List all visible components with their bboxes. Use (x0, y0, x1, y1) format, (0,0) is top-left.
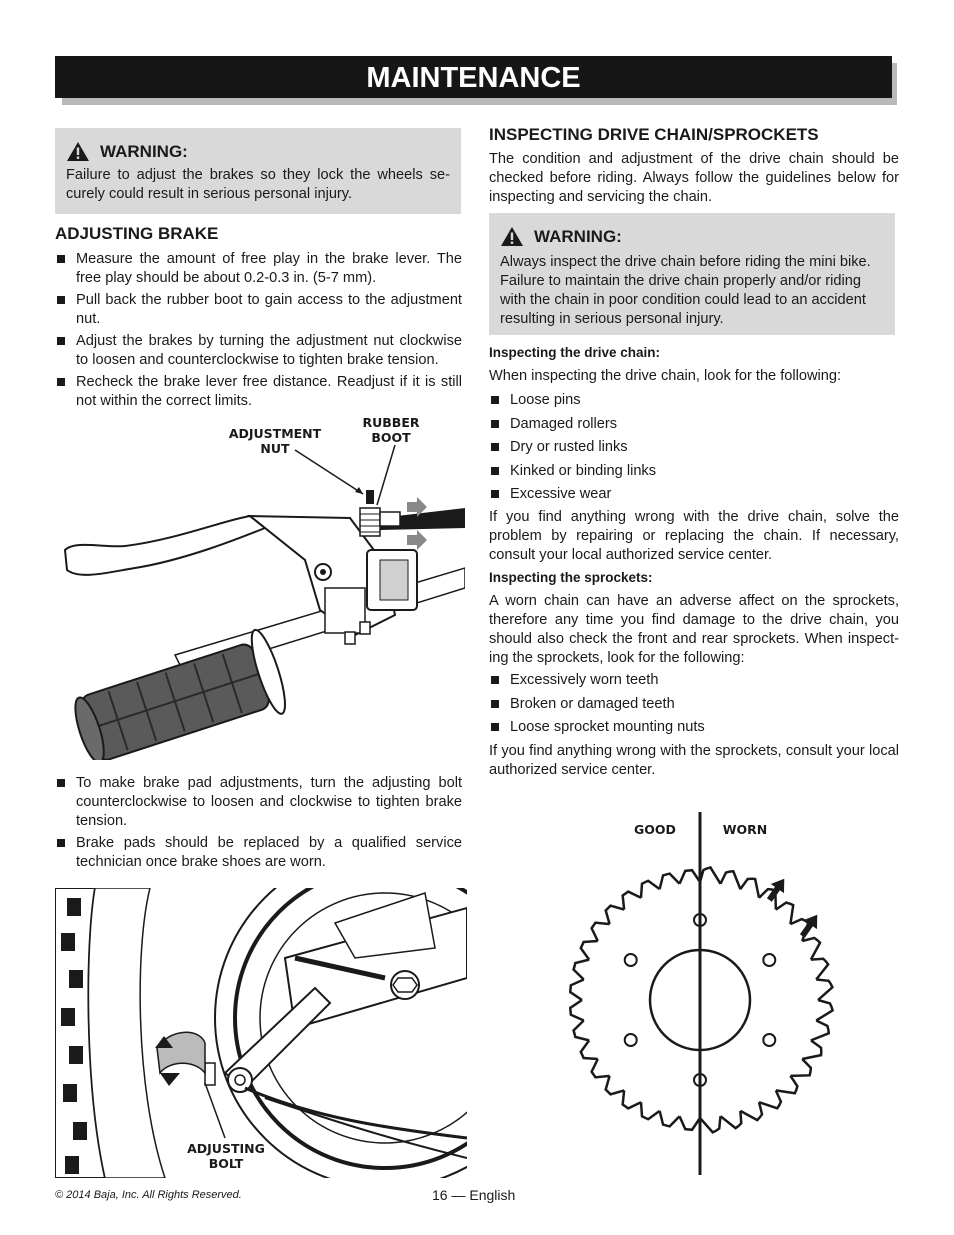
list-item: Loose pins (489, 391, 899, 410)
list-item: Broken or damaged teeth (489, 695, 899, 714)
drive-chain-intro: The condition and adjustment of the drive chain should be checked before riding. Always follow the guidelines below for inspecting and servicing the chain. (489, 151, 899, 205)
drive-chain-heading: INSPECTING DRIVE CHAIN/SPROCKETS (489, 125, 819, 144)
list-item: Excessive wear (489, 485, 899, 504)
brake-warning-box (55, 128, 461, 214)
chain-warning-box (489, 213, 895, 335)
warning-text: Always inspect the drive chain before riding the mini bike. Failure to maintain the drive chain properly and/or riding with the chain in poor condition could lead to an accident resulting in serious personal injury. (500, 254, 871, 327)
warning-title: WARNING: (534, 226, 622, 246)
list-item: Pull back the rubber boot to gain access to the adjustment nut. (55, 291, 462, 329)
adjusting-brake-heading: ADJUSTING BRAKE (55, 224, 219, 243)
chain-lead: When inspecting the drive chain, look for the following: (489, 368, 842, 384)
chain-after: If you find anything wrong with the drive chain, solve the problem by repairing or replacing the chain. If necessary, consult your local authorized service center. (489, 509, 899, 563)
warning-title: WARNING: (100, 141, 188, 161)
list-item: Kinked or binding links (489, 462, 899, 481)
sprockets-checklist (489, 671, 899, 737)
chain-checklist (489, 391, 899, 504)
chain-subheading: Inspecting the drive chain: (489, 345, 661, 360)
brake-pad-steps (55, 774, 462, 872)
warning-triangle-icon (66, 141, 90, 162)
good-teeth (570, 870, 700, 1130)
mounting-hole (625, 954, 637, 966)
pointer-arrow (796, 910, 824, 940)
worn-teeth (700, 867, 833, 1132)
warning-heading (500, 226, 884, 247)
list-item: Excessively worn teeth (489, 671, 899, 690)
mounting-hole (763, 1034, 775, 1046)
adjusting-bolt-label: ADJUSTING BOLT (187, 1141, 265, 1171)
sprocket-illustration (560, 810, 850, 1180)
rubber-boot-label: RUBBER BOOT (362, 415, 420, 445)
list-item: Dry or rusted links (489, 438, 899, 457)
adjusting-brake-steps (55, 250, 462, 411)
page-title: MAINTENANCE (55, 56, 892, 98)
sprockets-lead: A worn chain can have an adverse affect on the sprockets, therefore any time you find damage to the drive chain, you should also check the front and rear sprockets. When inspect-ing the sprockets, look for the following: (489, 593, 899, 666)
good-label: GOOD (634, 822, 676, 837)
brake-lever-illustration (55, 410, 465, 760)
list-item: Recheck the brake lever free distance. Readjust if it is still not within the correct limits. (55, 373, 462, 411)
worn-label: WORN (722, 822, 768, 837)
sprockets-after: If you find anything wrong with the sprockets, consult your local authorized service center. (489, 743, 899, 778)
page-number: 16 — English (432, 1187, 516, 1203)
list-item: To make brake pad adjustments, turn the adjusting bolt counterclockwise to loosen and clockwise to tighten brake tension. (55, 774, 462, 831)
list-item: Measure the amount of free play in the brake lever. The free play should be about 0.2-0.3 in. (5-7 mm). (55, 250, 462, 288)
mounting-hole (763, 954, 775, 966)
adjustment-nut-label: ADJUSTMENT NUT (228, 426, 322, 456)
list-item: Damaged rollers (489, 415, 899, 434)
list-item: Loose sprocket mounting nuts (489, 718, 899, 737)
list-item: Adjust the brakes by turning the adjustment nut clockwise to loosen and counterclockwise to tighten brake tension. (55, 332, 462, 370)
brake-drum-illustration (55, 888, 467, 1178)
copyright: © 2014 Baja, Inc. All Rights Reserved. (55, 1189, 242, 1201)
warning-heading (66, 141, 450, 162)
warning-triangle-icon (500, 226, 524, 247)
mounting-hole (625, 1034, 637, 1046)
list-item: Brake pads should be replaced by a qualified service technician once brake shoes are worn. (55, 834, 462, 872)
sprockets-subheading: Inspecting the sprockets: (489, 570, 653, 585)
warning-text: Failure to adjust the brakes so they lock the wheels se-curely could result in serious personal injury. (66, 167, 450, 202)
